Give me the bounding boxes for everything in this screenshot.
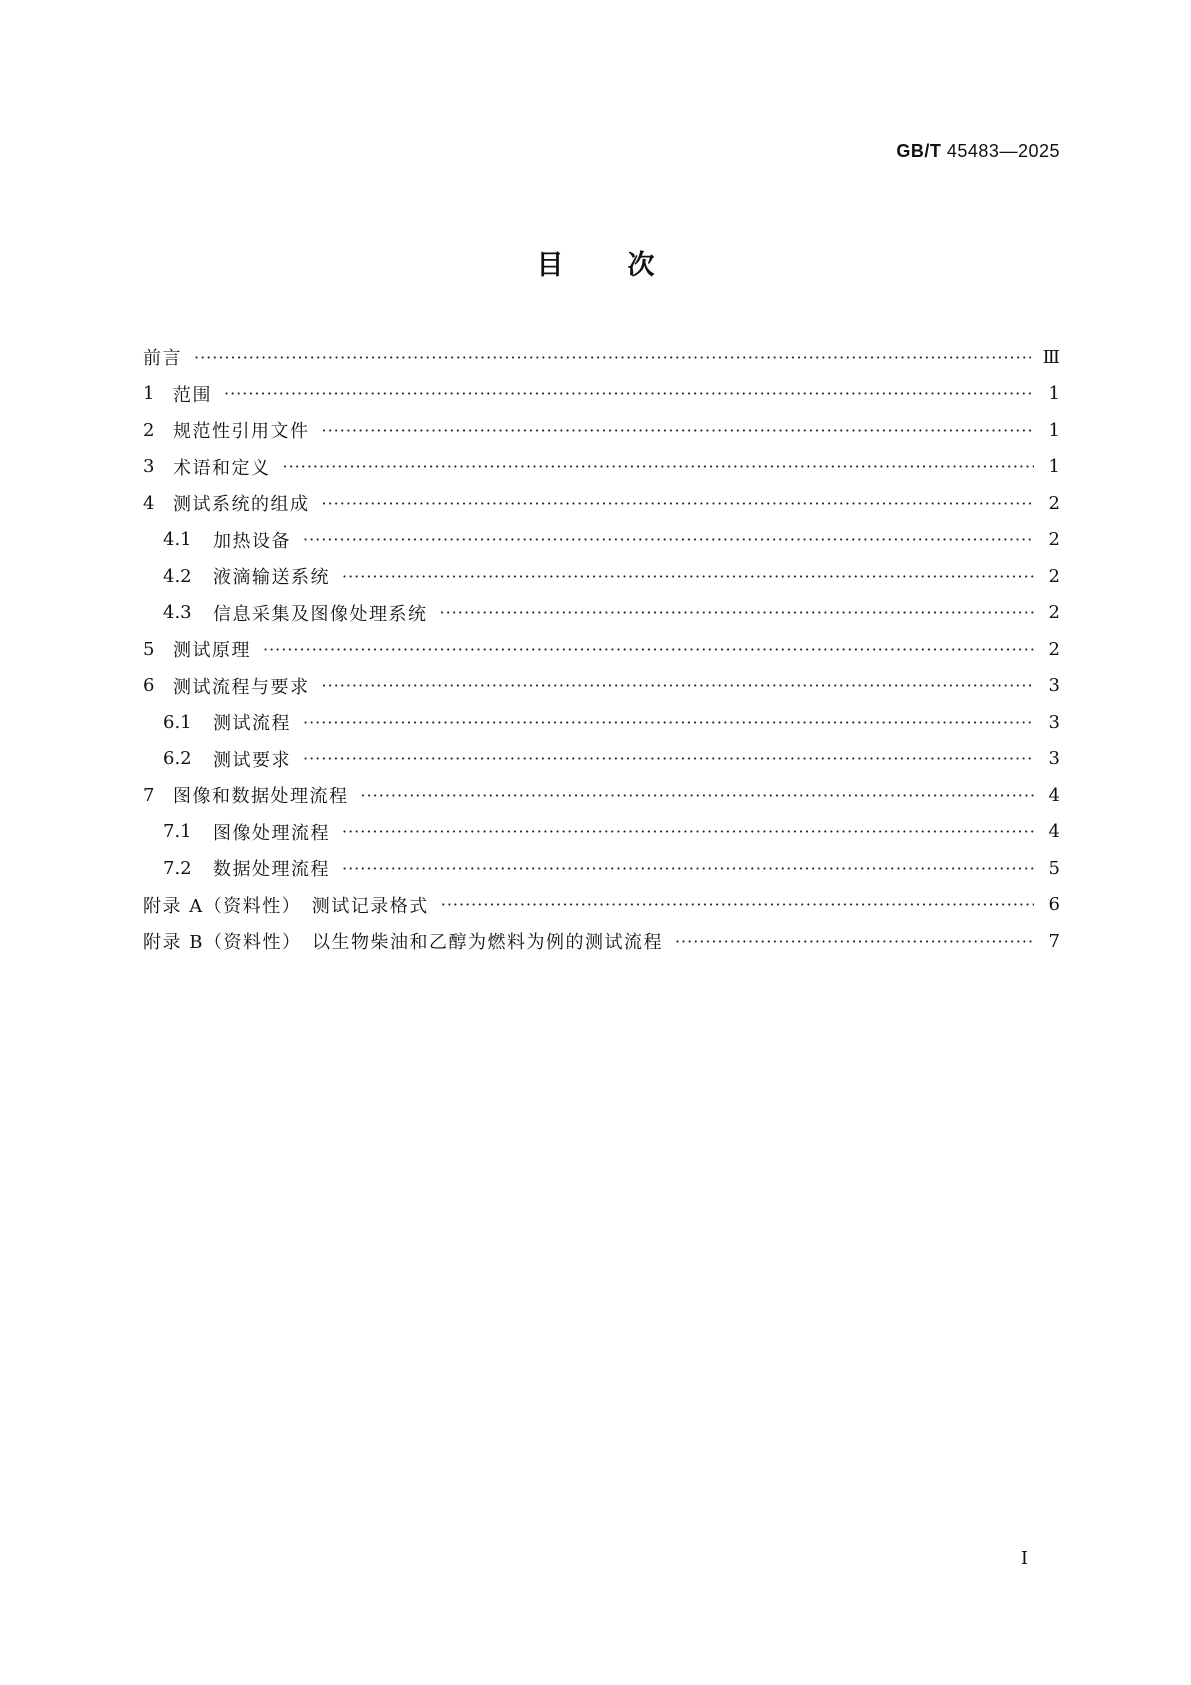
toc-entry-page: 2 (1048, 638, 1060, 660)
toc-entry-page: 3 (1048, 748, 1060, 770)
toc-entry-title: 规范性引用文件 (173, 421, 310, 443)
toc-entry-3[interactable] (143, 449, 1060, 486)
dot-leader (322, 421, 1035, 440)
toc-entry-title: 测试流程 (213, 713, 291, 735)
toc-entry-4[interactable] (143, 485, 1060, 522)
toc-entry-title: 术语和定义 (173, 457, 271, 479)
title-char-1: 目 (536, 250, 564, 281)
toc-entry-6-1[interactable] (143, 704, 1060, 741)
toc-entry-6-2[interactable] (143, 741, 1060, 778)
toc-entry-page: 2 (1048, 565, 1060, 587)
toc-entry-page: 4 (1048, 784, 1060, 806)
toc-entry-number: 6.2 (163, 748, 192, 770)
toc-entry-number: 4.1 (163, 529, 192, 551)
toc-entry-page: 2 (1048, 492, 1060, 514)
toc-entry-number: 5 (143, 638, 155, 660)
toc-entry-7[interactable] (143, 777, 1060, 814)
toc-entry-number: 4.3 (163, 602, 192, 624)
dot-leader (322, 494, 1035, 513)
dot-leader (303, 749, 1034, 768)
page-number: I (1020, 1548, 1028, 1569)
toc-entry-4-2[interactable] (143, 558, 1060, 595)
toc-entry-appendix-b[interactable] (143, 923, 1060, 960)
toc-entry-6[interactable] (143, 668, 1060, 705)
toc-entry-title: 图像和数据处理流程 (173, 786, 349, 808)
title-char-2: 次 (627, 250, 655, 281)
toc-entry-number: 7 (143, 784, 155, 806)
toc-entry-title: 前言 (143, 348, 182, 370)
dot-leader (342, 822, 1034, 841)
dot-leader (283, 457, 1035, 476)
toc-entry-number: 6 (143, 675, 155, 697)
toc-entry-number: 6.1 (163, 711, 192, 733)
toc-entry-page: 2 (1048, 602, 1060, 624)
toc-entry-number: 4.2 (163, 565, 192, 587)
toc-entry-number: 7.2 (163, 857, 192, 879)
dot-leader (342, 859, 1034, 878)
toc-entry-page: 1 (1048, 383, 1060, 405)
toc-entry-title: 测试流程与要求 (173, 676, 310, 698)
dot-leader (440, 603, 1035, 622)
dot-leader (322, 676, 1035, 695)
table-of-contents (143, 339, 1060, 960)
standard-code (896, 141, 1060, 162)
toc-entry-page: 7 (1048, 930, 1060, 952)
dot-leader (361, 786, 1035, 805)
toc-entry-title: 图像处理流程 (213, 822, 330, 844)
dot-leader (194, 348, 1031, 367)
toc-entry-title: 测试原理 (173, 640, 251, 662)
page-title (0, 243, 1191, 282)
toc-entry-page: 3 (1048, 675, 1060, 697)
dot-leader (303, 713, 1034, 732)
toc-entry-5[interactable] (143, 631, 1060, 668)
dot-leader (224, 384, 1034, 403)
toc-entry-7-1[interactable] (143, 814, 1060, 851)
toc-entry-number: 4 (143, 492, 155, 514)
toc-entry-4-1[interactable] (143, 522, 1060, 559)
standard-number: 45483—2025 (946, 141, 1060, 161)
toc-entry-page: 2 (1048, 529, 1060, 551)
toc-entry-appendix-a[interactable] (143, 887, 1060, 924)
toc-entry-number: 3 (143, 456, 155, 478)
toc-entry-number: 1 (143, 383, 155, 405)
toc-entry-page: 6 (1048, 894, 1060, 916)
toc-entry-7-2[interactable] (143, 850, 1060, 887)
toc-entry-title: 范围 (173, 384, 212, 406)
toc-entry-title: 测试要求 (213, 749, 291, 771)
dot-leader (303, 530, 1034, 549)
toc-entry-number: 2 (143, 419, 155, 441)
toc-entry-4-3[interactable] (143, 595, 1060, 632)
toc-entry-page: 3 (1048, 711, 1060, 733)
toc-entry-title: 加热设备 (213, 530, 291, 552)
toc-entry-page: 1 (1048, 419, 1060, 441)
dot-leader (342, 567, 1034, 586)
standard-prefix: GB/T (896, 141, 942, 161)
toc-entry-page: 5 (1048, 857, 1060, 879)
toc-entry-title: 附录 B（资料性） 以生物柴油和乙醇为燃料为例的测试流程 (143, 932, 663, 954)
dot-leader (263, 640, 1034, 659)
toc-entry-number: 7.1 (163, 821, 192, 843)
toc-entry-title: 信息采集及图像处理系统 (213, 603, 428, 625)
toc-entry-page: 1 (1048, 456, 1060, 478)
toc-entry-foreword[interactable] (143, 339, 1060, 376)
toc-entry-title: 附录 A（资料性） 测试记录格式 (143, 895, 429, 917)
toc-entry-title: 测试系统的组成 (173, 494, 310, 516)
dot-leader (441, 895, 1034, 914)
toc-entry-page: 4 (1048, 821, 1060, 843)
toc-entry-1[interactable] (143, 376, 1060, 413)
toc-entry-title: 液滴输送系统 (213, 567, 330, 589)
toc-entry-2[interactable] (143, 412, 1060, 449)
toc-entry-page: Ⅲ (1042, 346, 1060, 368)
dot-leader (675, 932, 1034, 951)
toc-entry-title: 数据处理流程 (213, 859, 330, 881)
